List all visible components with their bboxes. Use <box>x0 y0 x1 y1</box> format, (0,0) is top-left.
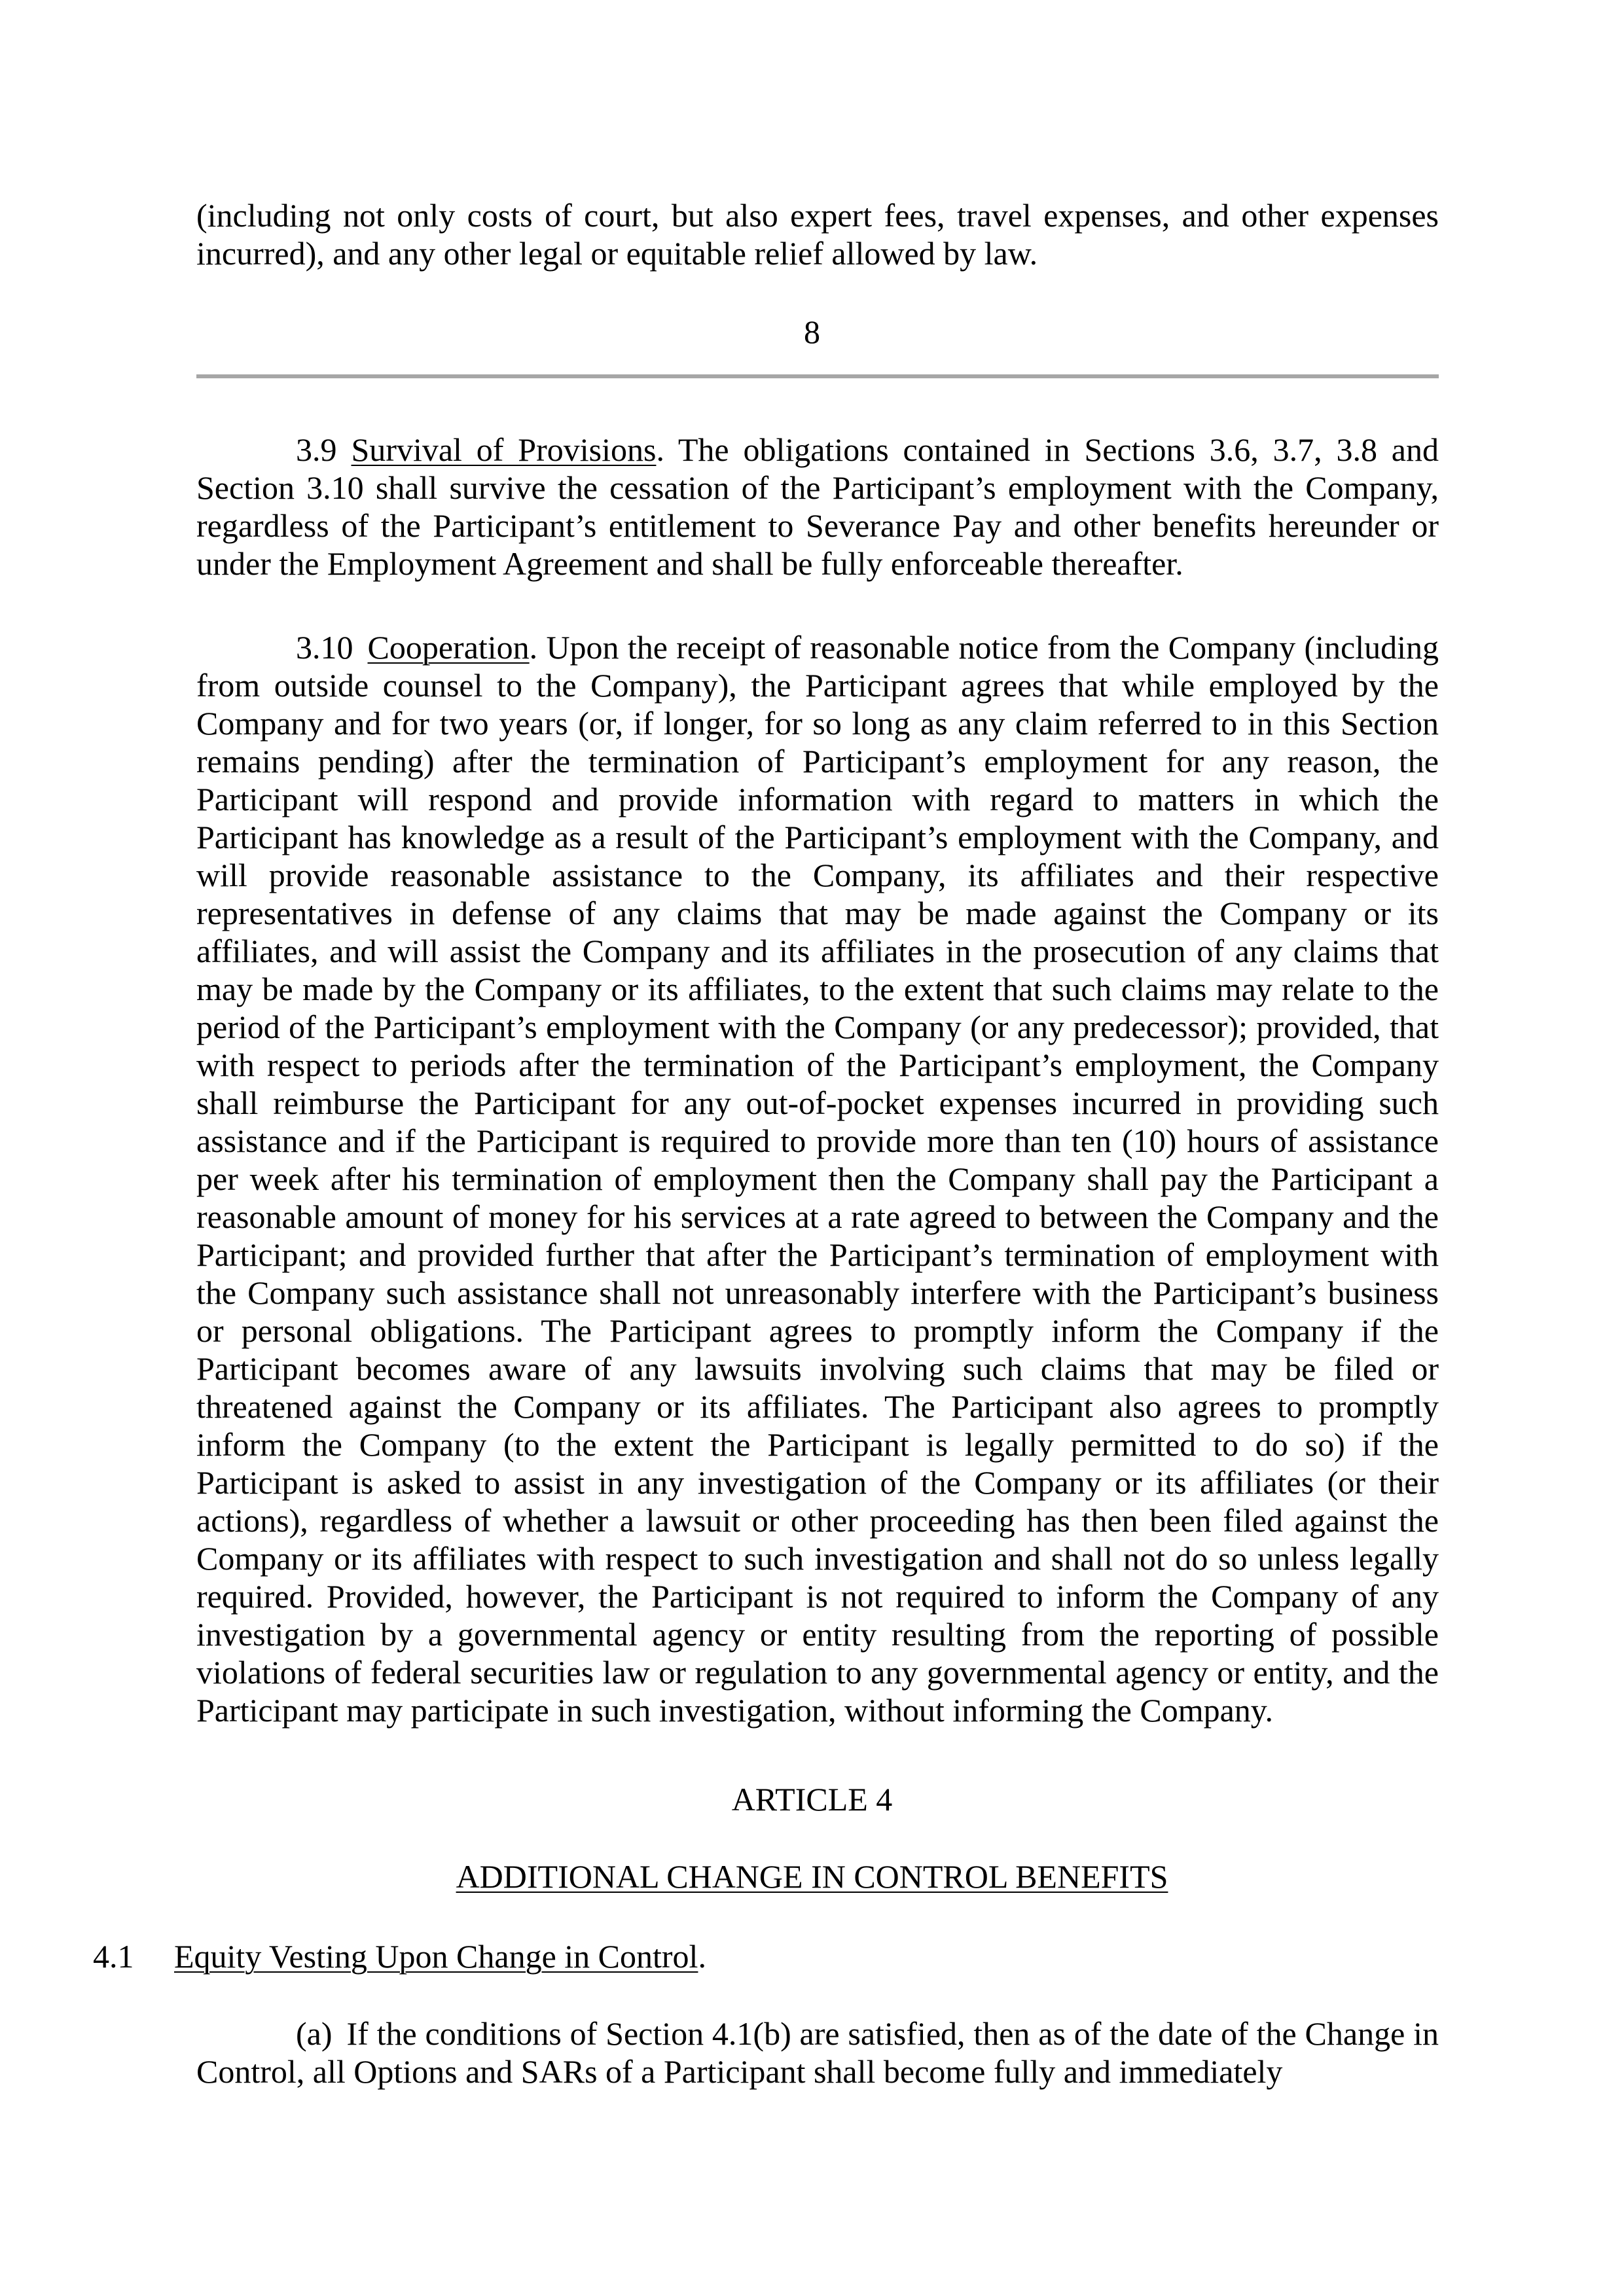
section-4-1-number: 4.1 <box>93 1938 134 1975</box>
section-3-9-body: . The obligations contained in Sections 3.6, 3.7, 3.8 and Section 3.10 shall survive the cessation of the Participant’s employment with the Company, regardless of the Participant’s entitlement to Severance Pay and other benefits hereunder or under the Employment Agreement and shall be fully enforceable thereafter. <box>196 431 1439 582</box>
page-divider <box>196 374 1439 378</box>
section-4-1-heading: Equity Vesting Upon Change in Control <box>174 1938 698 1975</box>
carryover-paragraph <box>196 196 1439 272</box>
section-3-10-number: 3.10 <box>296 629 353 666</box>
subsection-a-paragraph <box>196 2015 1439 2090</box>
section-3-10-paragraph <box>196 628 1439 1729</box>
carryover-paragraph-text: (including not only costs of court, but also expert fees, travel expenses, and other expenses incurred), and any other legal or equitable relief allowed by law. <box>196 197 1439 272</box>
section-3-9-heading: Survival of Provisions <box>351 431 657 468</box>
page-number: 8 <box>804 314 820 350</box>
section-3-9-paragraph <box>196 431 1439 583</box>
subsection-a-marker: (a) <box>296 2015 333 2052</box>
section-4-1-suffix: . <box>698 1938 706 1975</box>
article-label: ARTICLE 4 <box>731 1781 893 1818</box>
subsection-a-body: If the conditions of Section 4.1(b) are satisfied, then as of the date of the Change in Control, all Options and SARs of a Participant shall become fully and immediately <box>196 2015 1439 2090</box>
section-3-10-body: . Upon the receipt of reasonable notice from the Company (including from outside counsel to the Company), the Participant agrees that while employed by the Company and for two years (or, if longer, for so long as any claim referred to in this Section remains pending) after the termination of Participant’s employment for any reason, the Participant will respond and provide information with regard to matters in which the Participant has knowledge as a result of the Participant’s employment with the Company, and will provide reasonable assistance to the Company, its affiliates and their respective representatives in defense of any claims that may be made against the Company or its affiliates, and will assist the Company and its affiliates in the prosecution of any claims that may be made by the Company or its affiliates, to the extent that such claims may relate to the period of the Participant’s employment with the Company (or any predecessor); provided, that with respect to periods after the termination of the Participant’s employment, the Company shall reimburse the Participant for any out-of-pocket expenses incurred in providing such assistance and if the Participant is required to provide more than ten (10) hours of assistance per week after his termination of employment then the Company shall pay the Participant a reasonable amount of money for his services at a rate agreed to between the Company and the Participant; and provided further that after the Participant’s termination of employment with the Company such assistance shall not unreasonably interfere with the Participant’s business or personal obligations. The Participant agrees to promptly inform the Company if the Participant becomes aware of any lawsuits involving such claims that may be filed or threatened against the Company or its affiliates. The Participant also agrees to promptly inform the Company (to the extent the Participant is legally permitted to do so) if the Participant is asked to assist in any investigation of the Company or its affiliates (or their actions), regardless of whether a lawsuit or other proceeding has then been filed against the Company or its affiliates with respect to such investigation and shall not do so unless legally required. Provided, however, the Participant is not required to inform the Company of any investigation by a governmental agency or entity resulting from the reporting of possible violations of federal securities law or regulation to any governmental agency or entity, and the Participant may participate in such investigation, without informing the Company. <box>196 629 1439 1729</box>
section-4-1-heading-line <box>93 1937 706 1975</box>
article-title-wrap <box>0 1857 1624 1895</box>
section-3-10-heading: Cooperation <box>367 629 530 666</box>
article-title: ADDITIONAL CHANGE IN CONTROL BENEFITS <box>456 1858 1168 1895</box>
section-3-9-number: 3.9 <box>296 431 337 468</box>
